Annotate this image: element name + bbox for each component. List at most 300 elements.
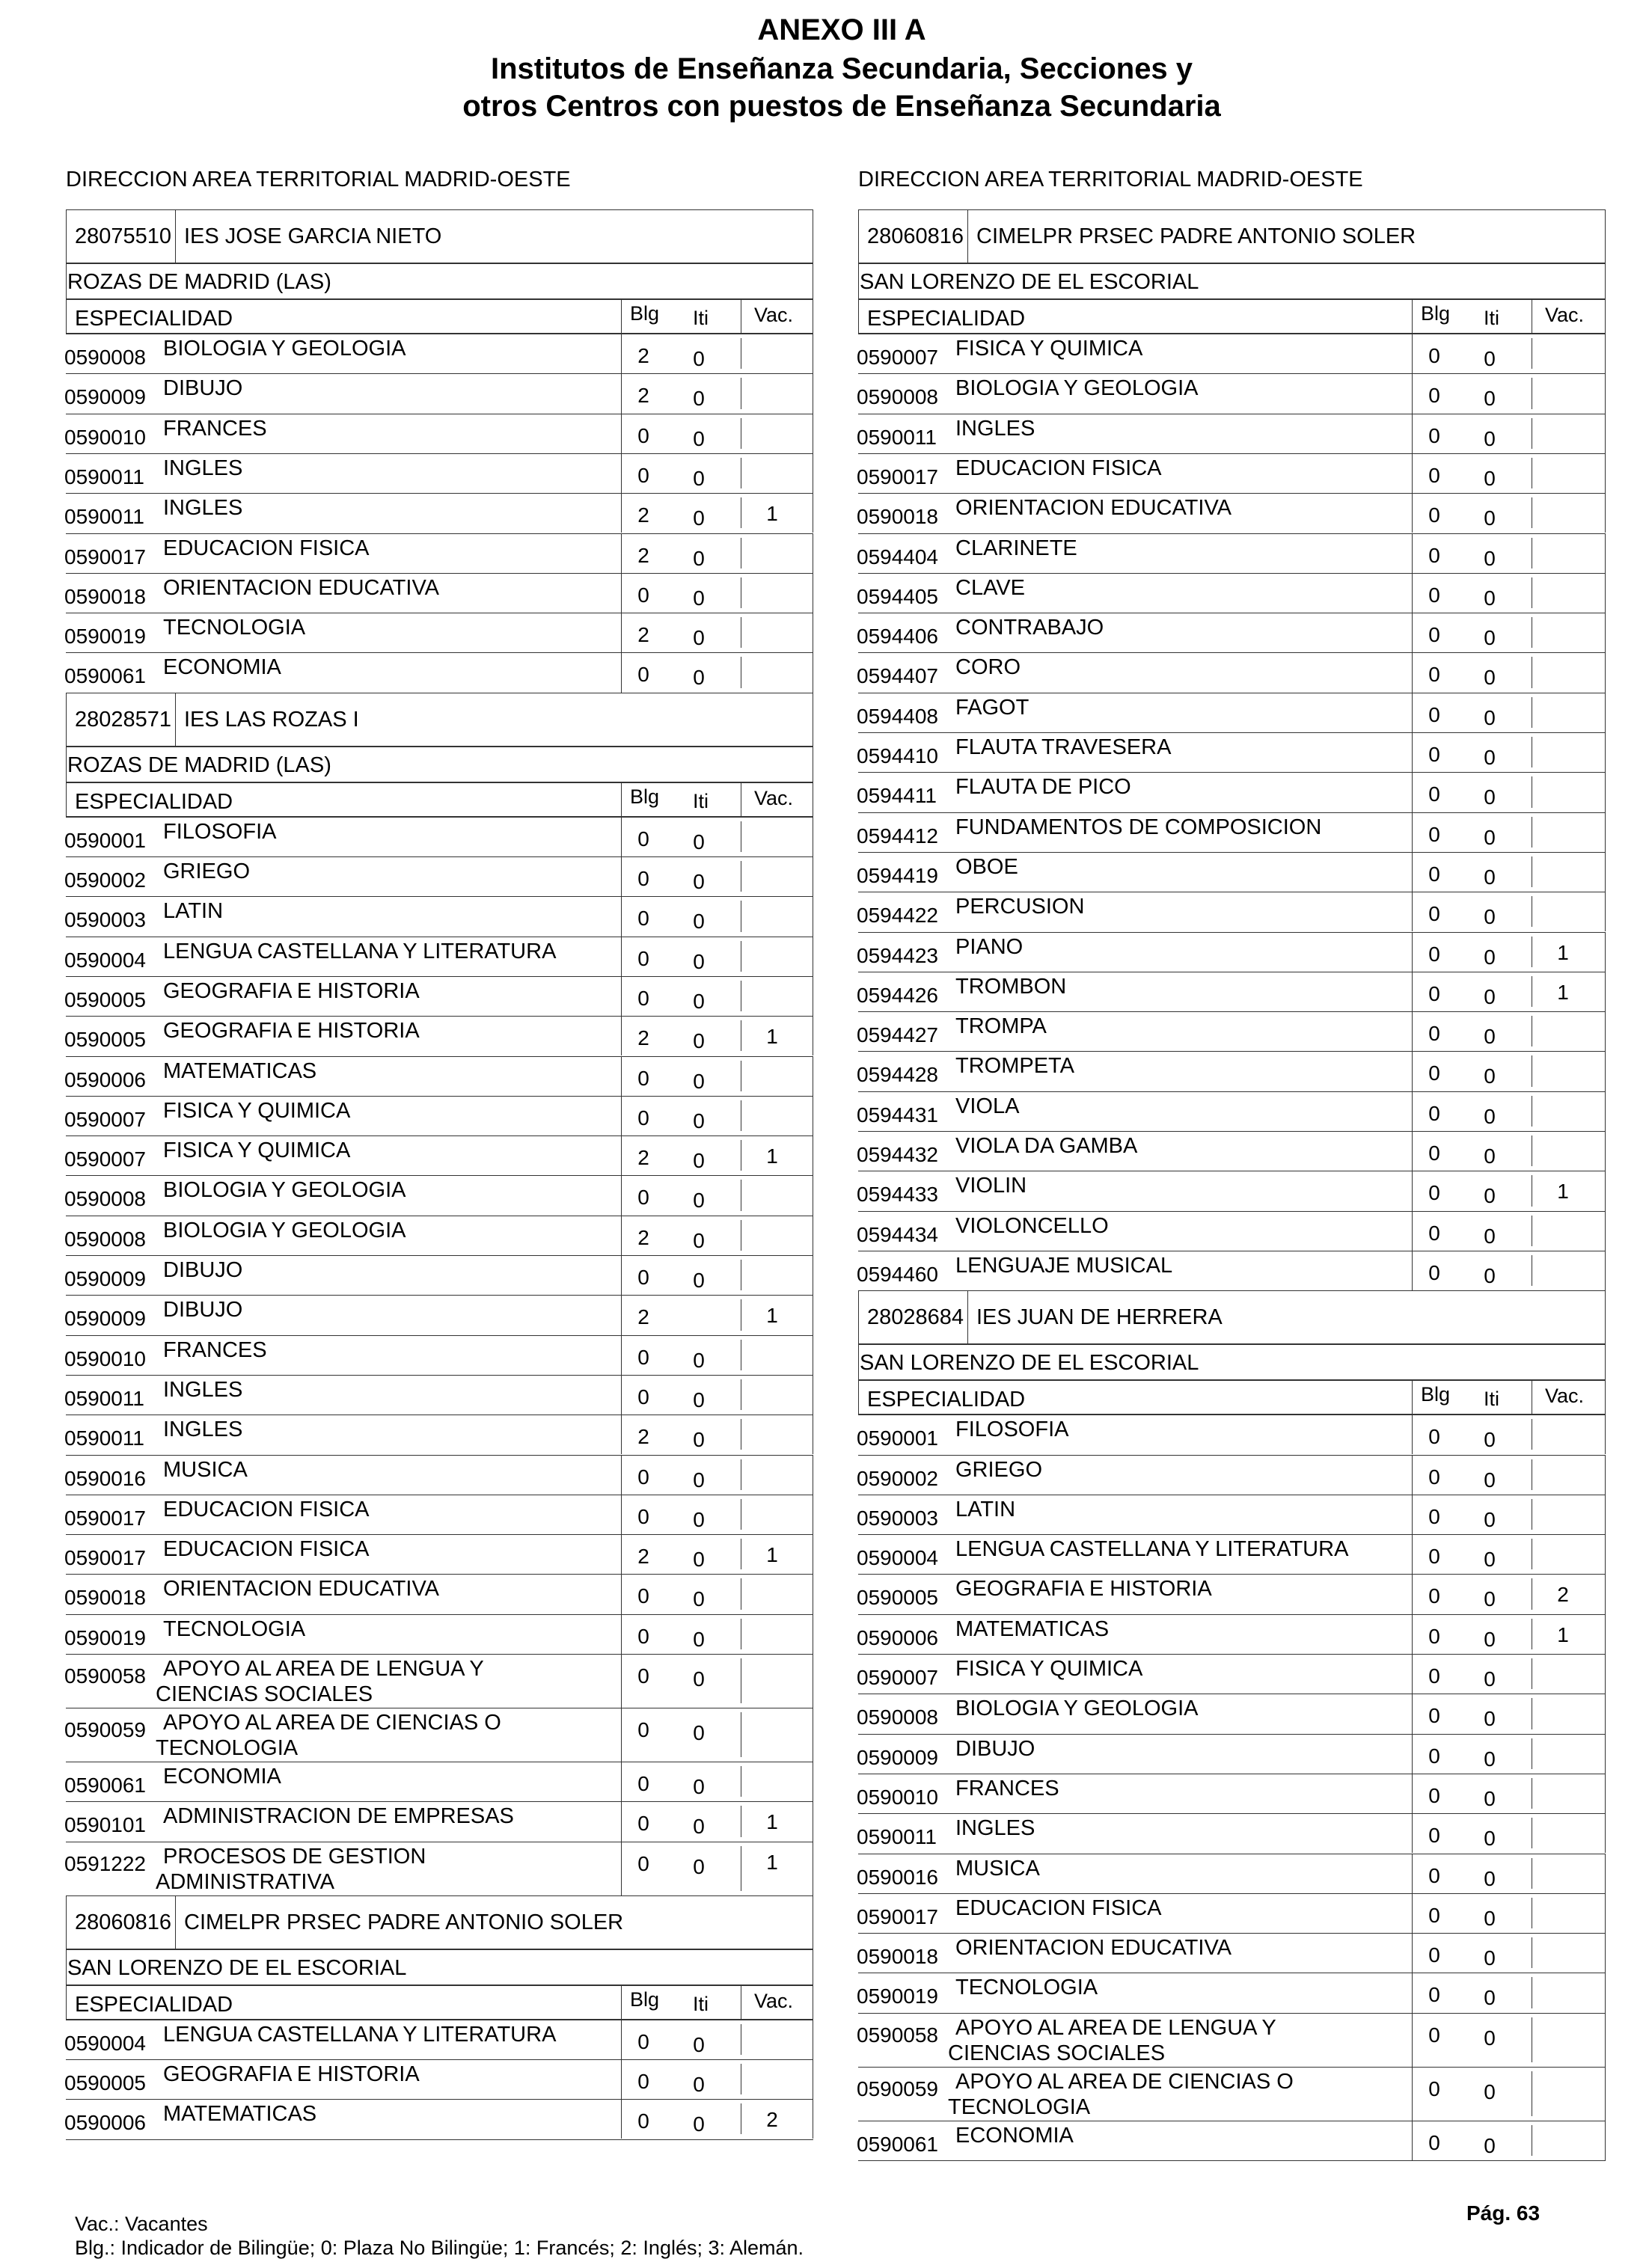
table-row-code: 0590002 [857,1466,939,1490]
cell-divider [1605,1854,1606,1893]
footer-vacantes-legend: Vac.: Vacantes [75,2213,208,2235]
cell-divider [1605,1734,1606,1774]
center-divider [175,693,176,747]
table-row-code: 0590007 [64,1107,147,1131]
cell-divider [621,2099,622,2139]
cell-divider [1412,414,1413,453]
table-row-iti: 0 [1484,1946,1496,1970]
cell-divider [1412,1131,1413,1171]
row-separator [858,1211,1606,1212]
table-row-name: GEOGRAFIA E HISTORIA [955,1577,1212,1602]
cell-divider [1412,334,1413,373]
table-row-name: EDUCACION FISICA [955,1895,1162,1920]
table-row-code: 0590010 [857,1785,939,1809]
table-row-iti: 0 [1484,1866,1496,1890]
row-separator [66,1801,813,1802]
table-row-blg: 0 [1428,463,1440,487]
cell-divider [621,652,622,692]
table-row-blg: 0 [637,1385,649,1409]
header-iti: Iti [1484,307,1500,329]
table-row-blg: 2 [637,623,649,647]
cell-divider [621,1135,622,1175]
table-row-name: GEOGRAFIA E HISTORIA [163,978,420,1003]
row-separator [858,1614,1606,1615]
table-row-iti: 0 [693,830,705,853]
table-row-name: ECONOMIA [163,1765,281,1789]
cell-divider [1605,772,1606,812]
table-row-vac: 1 [766,1025,778,1049]
table-row-blg: 0 [637,1718,649,1741]
header-iti: Iti [1484,1388,1500,1411]
table-row-name: FISICA Y QUIMICA [955,1657,1143,1681]
table-row-name: APOYO AL AREA DE LENGUA Y [163,1657,484,1681]
cell-divider [621,1175,622,1215]
cell-divider [1605,1813,1606,1853]
table-row-name: INGLES [955,1816,1035,1841]
table-row-iti: 0 [693,506,705,530]
table-row-vac: 1 [766,1850,778,1874]
table-row-code: 0590018 [857,505,939,529]
cell-divider [1412,373,1413,413]
table-row-name: FLAUTA TRAVESERA [955,735,1172,759]
table-row-name: FILOSOFIA [163,819,277,844]
table-row-code: 0590004 [64,2031,147,2055]
center-name: CIMELPR PRSEC PADRE ANTONIO SOLER [184,1910,624,1934]
row-separator [66,856,813,857]
table-row-code: 0590007 [64,1147,147,1171]
table-row-code: 0594427 [857,1023,939,1047]
center-header [66,693,813,747]
table-row-iti: 0 [693,1428,705,1452]
table-row-code: 0590003 [857,1506,939,1530]
table-row-iti: 0 [1484,945,1496,969]
table-row-name: MATEMATICAS [955,1616,1110,1641]
table-row-name: EDUCACION FISICA [163,1537,370,1562]
table-row-name-cont: ADMINISTRATIVA [156,1869,334,1894]
table-row-blg: 0 [1428,503,1440,527]
table-row-name: LENGUA CASTELLANA Y LITERATURA [163,2022,557,2047]
header-especialidad: ESPECIALIDAD [75,789,233,814]
table-row-name: GRIEGO [163,859,251,883]
table-row-iti: 0 [1484,865,1496,889]
table-row-iti: 0 [1484,387,1496,411]
table-row-name: ADMINISTRACION DE EMPRESAS [163,1804,514,1829]
cell-divider [1412,1415,1413,1454]
table-row-code: 0594419 [857,863,939,887]
table-row-code: 0590008 [64,1187,147,1211]
table-row-code: 0590005 [64,987,147,1011]
cell-divider [1412,1534,1413,1574]
table-row-code: 0594422 [857,904,939,928]
table-row-iti: 0 [1484,1587,1496,1611]
table-row-name: ORIENTACION EDUCATIVA [163,1577,439,1602]
cell-divider [1605,493,1606,533]
cell-divider [1412,613,1413,652]
table-row-code: 0590061 [857,2132,939,2156]
row-separator [858,1813,1606,1814]
table-row-blg: 0 [637,986,649,1010]
table-row-blg: 0 [1428,423,1440,447]
table-row-blg: 0 [1428,583,1440,607]
table-row-iti: 0 [693,1667,705,1691]
cell-divider [1605,1654,1606,1694]
table-row-name: VIOLA DA GAMBA [955,1134,1138,1158]
table-row-iti: 0 [1484,2079,1496,2103]
table-row-iti: 0 [693,910,705,934]
table-row-blg: 2 [637,1146,649,1170]
table-row-blg: 0 [637,1266,649,1289]
table-row-blg: 0 [637,1186,649,1210]
cell-divider [621,1801,622,1841]
table-row-blg: 0 [1428,902,1440,926]
table-row-blg: 2 [637,503,649,527]
table-row-blg: 0 [637,1664,649,1688]
table-row-name: EDUCACION FISICA [955,456,1162,480]
row-separator [858,1091,1606,1092]
cell-divider [1412,1574,1413,1613]
page-number: Pág. 63 [1466,2201,1541,2225]
table-row-code: 0590017 [857,465,939,488]
table-row-name: CLARINETE [955,536,1077,560]
cell-divider [621,453,622,493]
table-row-code: 0590009 [64,1267,147,1290]
table-row-iti: 0 [1484,825,1496,849]
table-row-code: 0590059 [64,1718,147,1741]
table-row-name: BIOLOGIA Y GEOLOGIA [163,1218,406,1242]
table-row-blg: 2 [637,1545,649,1569]
table-row-name: GEOGRAFIA E HISTORIA [163,1019,420,1043]
table-row-blg: 0 [637,827,649,851]
table-row-code: 0590017 [64,545,147,568]
table-row-iti: 0 [1484,785,1496,809]
cell-divider [1605,732,1606,772]
table-row-blg: 0 [637,1106,649,1130]
center-locality: SAN LORENZO DE EL ESCORIAL [67,1955,407,1980]
header-vac: Vac. [754,304,794,326]
row-separator [66,2099,813,2100]
cell-divider [621,573,622,613]
center-name: IES JUAN DE HERRERA [976,1305,1223,1330]
table-row-iti: 0 [1484,746,1496,769]
table-row-name: DIBUJO [163,376,243,401]
table-row-name: FUNDAMENTOS DE COMPOSICION [955,815,1322,839]
cell-divider [621,2020,622,2059]
table-row-vac: 1 [766,1810,778,1834]
cell-divider [1412,2121,1413,2160]
table-row-blg: 0 [1428,1943,1440,1967]
table-row-code: 0590008 [857,385,939,409]
table-row-blg: 0 [637,1851,649,1875]
table-row-code: 0594410 [857,744,939,767]
table-row-blg: 0 [1428,1061,1440,1085]
row-separator [858,1654,1606,1655]
table-row-blg: 0 [1428,1221,1440,1245]
cell-divider [1412,1495,1413,1534]
center-code: 28028571 [75,707,172,732]
table-row-code: 0590061 [64,664,147,688]
table-row-name: INGLES [163,1377,243,1402]
table-row-blg: 0 [637,1504,649,1528]
table-row-blg: 0 [1428,782,1440,806]
table-row-iti: 0 [693,387,705,411]
table-row-name: FILOSOFIA [955,1418,1069,1442]
cell-divider [621,613,622,652]
table-row-blg: 0 [637,583,649,607]
table-row-blg: 0 [1428,2077,1440,2100]
cell-divider [1605,414,1606,453]
row-separator [858,453,1606,454]
table-row-blg: 0 [1428,1783,1440,1807]
table-row-code: 0594406 [857,625,939,649]
cell-divider [1605,1694,1606,1733]
table-row-iti: 0 [1484,2026,1496,2050]
cell-divider [621,896,622,936]
header-divider [1412,1380,1413,1415]
table-row-blg: 0 [637,946,649,970]
table-row-name-cont: TECNOLOGIA [948,2094,1091,2119]
table-row-blg: 0 [637,663,649,687]
table-row-vac: 1 [1557,940,1569,964]
cell-divider [1412,772,1413,812]
table-row-blg: 0 [1428,1744,1440,1768]
table-row-vac: 1 [1557,1622,1569,1646]
table-row-iti: 0 [1484,1064,1496,1088]
cell-divider [621,1375,622,1415]
table-row-iti: 0 [1484,1507,1496,1531]
table-row-name: VIOLA [955,1094,1020,1118]
table-row-blg: 0 [637,2069,649,2093]
table-row-iti: 0 [693,1775,705,1798]
row-separator [66,1255,813,1256]
cell-divider [1412,1211,1413,1251]
row-separator [858,1933,1606,1934]
cell-divider [1412,533,1413,573]
table-row-name: DIBUJO [163,1258,243,1282]
cell-divider [621,1096,622,1135]
center-code: 28028684 [867,1305,964,1330]
table-row-iti: 0 [1484,347,1496,370]
table-row-iti: 0 [1484,1707,1496,1731]
cell-divider [1605,693,1606,732]
table-row-vac: 1 [1557,1180,1569,1204]
cell-divider [1412,2067,1413,2121]
cell-divider [1605,1131,1606,1171]
table-row-name: TECNOLOGIA [163,1616,306,1641]
header-divider [1412,299,1413,334]
table-row-name: ECONOMIA [163,655,281,680]
row-separator [66,573,813,574]
table-row-iti: 0 [693,347,705,370]
table-row-code: 0594428 [857,1063,939,1087]
table-row-iti: 0 [1484,1224,1496,1248]
cell-divider [1412,693,1413,732]
cell-divider [1605,1614,1606,1654]
table-row-blg: 0 [1428,1141,1440,1165]
table-row-code: 0590018 [64,1586,147,1610]
center-locality: SAN LORENZO DE EL ESCORIAL [860,270,1199,294]
cell-divider [1605,613,1606,652]
table-row-code: 0590006 [857,1625,939,1649]
cell-divider [621,1335,622,1375]
table-row-name: INGLES [955,416,1035,441]
table-row-code: 0590011 [64,1426,144,1450]
table-row-iti: 0 [693,1348,705,1372]
cell-divider [1412,2013,1413,2067]
table-row-iti: 0 [1484,426,1496,450]
table-row-iti: 0 [1484,1986,1496,2010]
table-row-blg: 0 [637,1345,649,1369]
center-locality: SAN LORENZO DE EL ESCORIAL [860,1351,1199,1376]
table-row-name-cont: CIENCIAS SOCIALES [156,1682,373,1706]
table-row-iti: 0 [693,426,705,450]
cell-divider [1605,1574,1606,1613]
table-row-blg: 0 [637,1624,649,1648]
header-especialidad: ESPECIALIDAD [75,307,233,331]
table-row-blg: 0 [637,423,649,447]
table-row-blg: 0 [1428,1504,1440,1528]
table-row-iti: 0 [1484,546,1496,570]
cell-divider [1605,334,1606,373]
row-separator [66,453,813,454]
cell-divider [1412,1973,1413,2012]
cell-divider [621,1614,622,1654]
table-row-name: EDUCACION FISICA [163,1497,370,1521]
center-name: IES LAS ROZAS I [184,707,359,732]
cell-divider [1605,1251,1606,1290]
table-row-iti: 0 [693,1149,705,1173]
table-row-name: BIOLOGIA Y GEOLOGIA [955,1697,1199,1721]
row-separator [66,1614,813,1615]
table-row-code: 0590016 [857,1865,939,1889]
table-row-code: 0594426 [857,983,939,1007]
table-row-blg: 0 [1428,1903,1440,1927]
table-row-name: GEOGRAFIA E HISTORIA [163,2062,420,2086]
header-vac: Vac. [754,1989,794,2012]
table-row-code: 0590002 [64,868,147,892]
table-row-code: 0590005 [64,1028,147,1052]
table-row-name: ORIENTACION EDUCATIVA [955,1936,1232,1961]
cell-divider [1605,1051,1606,1091]
cell-divider [621,856,622,896]
table-row-code: 0590017 [857,1904,939,1928]
header-iti: Iti [693,307,709,329]
cell-divider [1605,1534,1606,1574]
table-row-iti: 0 [693,1029,705,1053]
table-row-name: ECONOMIA [955,2123,1074,2148]
table-row-blg: 2 [637,384,649,408]
table-row-blg: 0 [1428,702,1440,726]
header-blg: Blg [1421,302,1451,325]
cell-divider [1605,453,1606,493]
table-row-code: 0590010 [64,1346,147,1370]
cell-divider [1412,1694,1413,1733]
table-row-name: BIOLOGIA Y GEOLOGIA [163,337,406,361]
table-row-iti: 0 [693,666,705,690]
cell-divider [1412,493,1413,533]
cell-divider [621,414,622,453]
row-separator [66,1096,813,1097]
header-blg: Blg [630,302,660,325]
center-divider [175,209,176,263]
table-row-name: FRANCES [955,1776,1059,1800]
table-row-iti: 0 [693,1269,705,1292]
cell-divider [1412,1813,1413,1853]
table-row-iti: 0 [693,626,705,650]
table-row-blg: 2 [637,344,649,367]
table-row-name: PROCESOS DE GESTION [163,1844,426,1869]
table-row-code: 0594431 [857,1103,939,1127]
table-row-name: LENGUA CASTELLANA Y LITERATURA [955,1537,1349,1562]
table-row-code: 0590009 [64,1307,147,1331]
table-row-vac: 1 [766,1304,778,1328]
header-especialidad: ESPECIALIDAD [75,1992,233,2017]
row-separator [66,1455,813,1456]
table-row-name: LATIN [163,899,224,924]
table-row-blg: 2 [637,1425,649,1449]
table-row-name: ORIENTACION EDUCATIVA [955,496,1232,521]
table-row-code: 0590058 [64,1664,147,1688]
cell-divider [1605,373,1606,413]
table-row-iti: 0 [1484,2133,1496,2157]
cell-divider [1412,1091,1413,1131]
table-row-name: TROMPA [955,1014,1047,1039]
cell-divider [621,1708,622,1762]
cell-divider [1605,852,1606,892]
row-separator [66,1335,813,1336]
cell-divider [621,1295,622,1334]
cell-divider [621,334,622,373]
row-separator [858,1455,1606,1456]
cell-divider [1412,1933,1413,1973]
cell-divider [621,1574,622,1613]
table-row-iti: 0 [693,1627,705,1651]
row-separator [66,1295,813,1296]
header-blg: Blg [630,1987,660,2011]
cell-divider [1412,1854,1413,1893]
table-row-blg: 0 [637,1812,649,1836]
table-row-iti: 0 [693,1228,705,1252]
table-row-code: 0594408 [857,704,939,728]
table-row-name: DIBUJO [163,1298,243,1323]
table-row-name: APOYO AL AREA DE CIENCIAS O [163,1711,501,1735]
page-title: ANEXO III A [757,13,926,46]
row-separator [858,812,1606,813]
table-row-code: 0590001 [857,1426,939,1450]
table-row-code: 0590004 [857,1546,939,1570]
table-row-iti: 0 [1484,1786,1496,1810]
row-separator [66,1375,813,1376]
table-row-iti: 0 [1484,1667,1496,1691]
table-row-iti: 0 [1484,1906,1496,1930]
cell-divider [1605,1091,1606,1131]
table-row-iti: 0 [1484,1827,1496,1851]
table-row-blg: 0 [1428,384,1440,408]
row-separator [858,1534,1606,1535]
table-row-code: 0594433 [857,1183,939,1207]
table-row-name: FAGOT [955,695,1029,720]
table-row-name: DIBUJO [955,1736,1035,1761]
cell-divider [1605,972,1606,1011]
cell-divider [621,1255,622,1295]
footer-bilingue-legend: Blg.: Indicador de Bilingüe; 0: Plaza No Bilingüe; 1: Francés; 2: Inglés; 3: Alemán. [75,2237,804,2259]
table-row-code: 0594423 [857,943,939,967]
center-locality: ROZAS DE MADRID (LAS) [67,753,331,777]
table-row-name: BIOLOGIA Y GEOLOGIA [955,376,1199,401]
table-row-code: 0590009 [857,1745,939,1769]
table-row-blg: 0 [1428,1584,1440,1608]
row-separator [66,373,813,374]
table-row-code: 0590008 [64,1227,147,1251]
